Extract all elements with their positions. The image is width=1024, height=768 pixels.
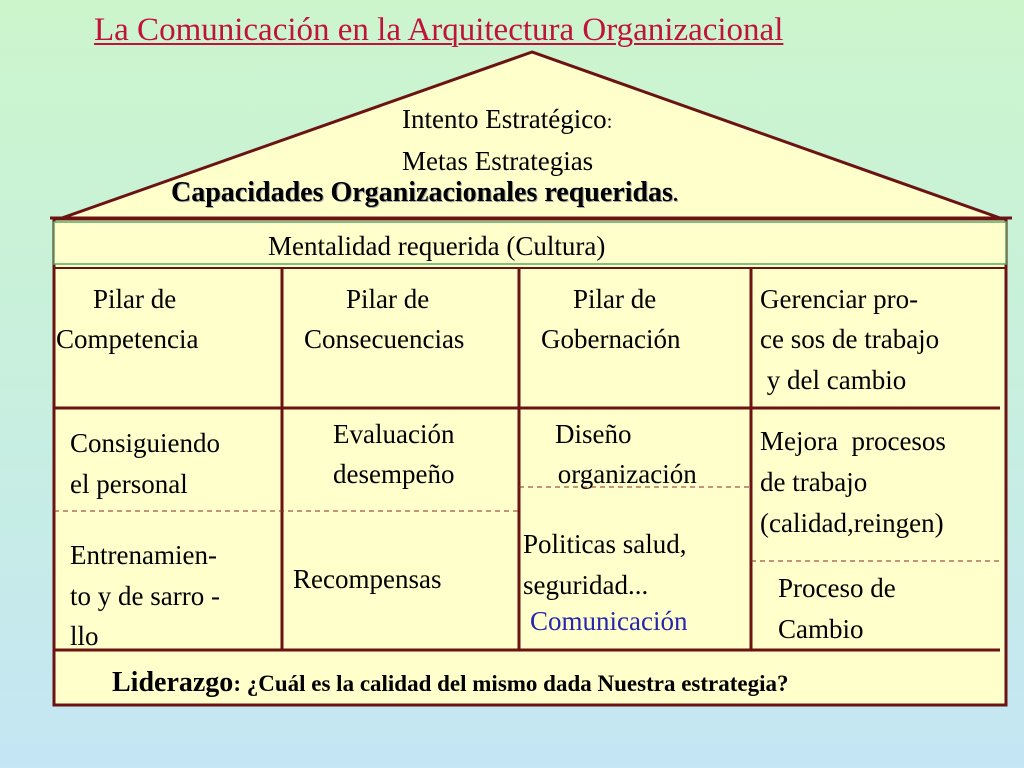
politicas-line1: Politicas salud, (523, 529, 687, 559)
mejora-line1: Mejora procesos (760, 426, 946, 456)
mejora-line3: (calidad,reingen) (760, 508, 944, 538)
pilar-competencia-line1: Pilar de (93, 284, 177, 314)
gerenciar-line1: Gerenciar pro- (760, 284, 919, 314)
capacidades-organizacionales: Capacidades Organizacionales requeridas. (171, 177, 678, 208)
gerenciar-line3: y del cambio (760, 365, 907, 395)
mejora-line2: de trabajo (760, 467, 868, 497)
proceso-cambio-line2: Cambio (778, 614, 864, 644)
diseno-line1: Diseño (555, 419, 632, 449)
entrenamiento-line2: to y de sarro - (70, 581, 220, 611)
proceso-cambio-line1: Proceso de (778, 573, 896, 603)
politicas-line2: seguridad... (523, 570, 649, 600)
pilar-gobernacion-line1: Pilar de (573, 284, 657, 314)
comunicacion-label: Comunicación (530, 606, 688, 636)
evaluacion-line2: desempeño (333, 459, 455, 489)
consiguiendo-line1: Consiguiendo (70, 428, 221, 458)
pilar-gobernacion-line2: Gobernación (541, 324, 681, 354)
consiguiendo-line2: el personal (70, 469, 188, 499)
recompensas: Recompensas (293, 564, 442, 594)
metas-estrategias: Metas Estrategias (402, 146, 594, 176)
entrenamiento-line1: Entrenamien- (70, 540, 217, 570)
mentalidad-requerida: Mentalidad requerida (Cultura) (268, 231, 606, 261)
gerenciar-line2: ce sos de trabajo (760, 324, 940, 354)
liderazgo-question: Liderazgo: ¿Cuál es la calidad del mismo dada Nuestra estrategia? (112, 667, 789, 698)
intento-estrategico: Intento Estratégico: (402, 104, 613, 134)
evaluacion-line1: Evaluación (333, 419, 455, 449)
pilar-competencia-line2: Competencia (56, 324, 199, 354)
pilar-consecuencias-line1: Pilar de (346, 284, 430, 314)
pilar-consecuencias-line2: Consecuencias (304, 324, 465, 354)
entrenamiento-line3: llo (70, 621, 99, 651)
diseno-line2: organización (551, 459, 697, 489)
slide-title: La Comunicación en la Arquitectura Organizacional (94, 12, 784, 48)
